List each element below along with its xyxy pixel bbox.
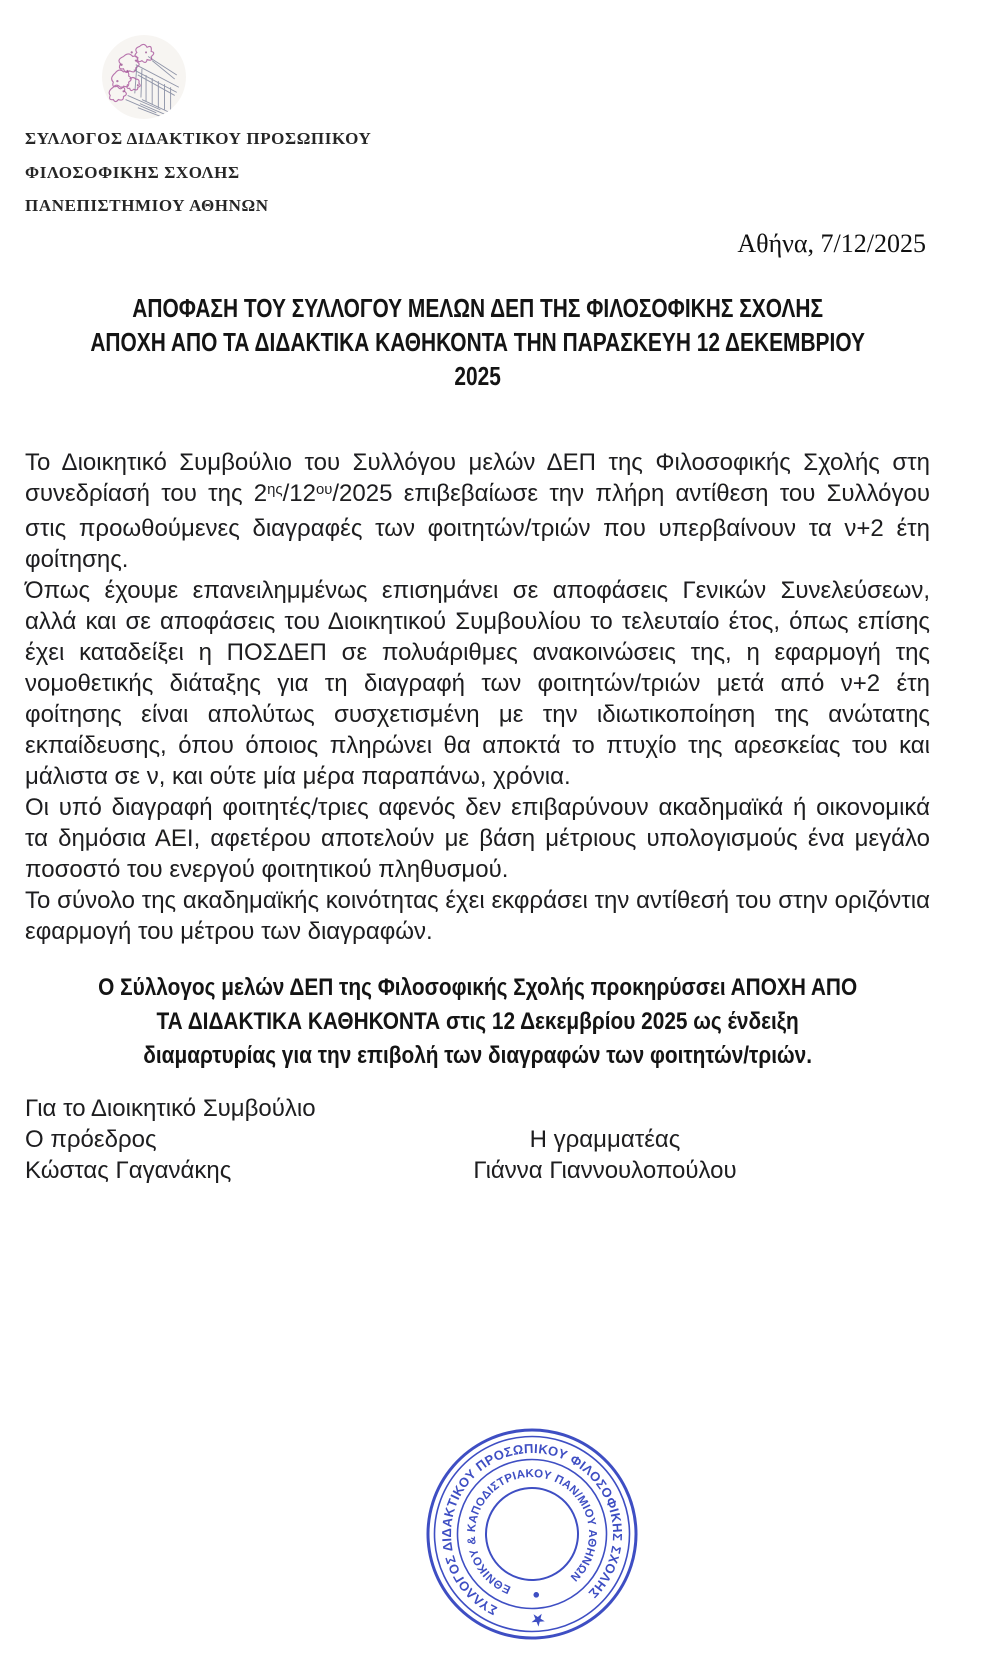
paragraph-decision: Το Διοικητικό Συμβούλιο του Συλλόγου μελών ΔΕΠ της Φιλοσοφικής Σχολής στη συνεδρίασή του της $2^{\eta\varsigma}/12^{o\upsilon}/2025$ επιβεβαίωσε την πλήρη αντίθεση του Συλλόγου στις προωθούμενες διαγραφές των φοιτητών/τριών που υπερβαίνουν τα ν+2 έτη φοίτησης. <box>25 449 930 573</box>
signature-president <box>25 1124 455 1186</box>
document-body <box>25 292 930 1186</box>
stamp-inner-text: ΕΘΝΙΚΟΥ & ΚΑΠΟΔΙΣΤΡΙΑΚΟΥ ΠΑΝ/ΜΙΟΥ ΑΘΗΝΩΝ <box>465 1467 599 1596</box>
signature-secretary <box>455 1124 755 1186</box>
president-name: Κώστας Γαγανάκης <box>25 1157 232 1184</box>
secretary-name: Γιάννα Γιαννουλοπούλου <box>473 1157 737 1184</box>
secretary-role: Η γραμματέας <box>529 1126 681 1153</box>
signature-block <box>25 1093 930 1186</box>
stamp-outer-text: ΣΥΛΛΟΓΟΣ ΔΙΔΑΚΤΙΚΟΥ ΠΡΟΣΩΠΙΚΟΥ ΦΙΛΟΣΟΦΙΚΗΣ ΣΧΟΛΗΣ <box>438 1440 626 1619</box>
university-logo-icon <box>101 34 187 120</box>
document-title: ΑΠΟΦΑΣΗ ΤΟΥ ΣΥΛΛΟΓΟΥ ΜΕΛΩΝ ΔΕΠ ΤΗΣ ΦΙΛΟΣΟΦΙΚΗΣ ΣΧΟΛΗΣ ΑΠΟΧΗ ΑΠΟ ΤΑ ΔΙΔΑΚΤΙΚΑ ΚΑΘΗΚΟΝΤΑ ΤΗΝ ΠΑΡΑΣΚΕΥΗ 12 ΔΕΚΕΜΒΡΙΟΥ 2025 <box>90 295 865 391</box>
organization-name: ΣΥΛΛΟΓΟΣ ΔΙΔΑΚΤΙΚΟΥ ΠΡΟΣΩΠΙΚΟΥ ΦΙΛΟΣΟΦΙΚΗΣ ΣΧΟΛΗΣ ΠΑΝΕΠΙΣΤΗΜΙΟΥ ΑΘΗΝΩΝ <box>25 129 372 215</box>
president-role: Ο πρόεδρος <box>25 1126 157 1153</box>
official-round-stamp <box>415 1417 650 1652</box>
resolution-statement: Ο Σύλλογος μελών ΔΕΠ της Φιλοσοφικής Σχολής προκηρύσσει ΑΠΟΧΗ ΑΠΟ ΤΑ ΔΙΔΑΚΤΙΚΑ ΚΑΘΗΚΟΝΤΑ στις 12 Δεκεμβρίου 2025 ως ένδειξη διαμαρτυρίας για την επιβολή των διαγραφών των φοιτητών/τριών. <box>98 974 858 1069</box>
paragraph-rationale: Όπως έχουμε επανειλημμένως επισημάνει σε αποφάσεις Γενικών Συνελεύσεων, αλλά και σε αποφάσεις του Διοικητικού Συμβουλίου το τελευταίο έτος, όπως επίσης έχει καταδείξει η ΠΟΣΔΕΠ σε πολυάριθμες ανακοινώσεις της, η εφαρμογή της νομοθετικής διάταξης για τη διαγραφή των φοιτητών/τριών μετά από ν+2 έτη φοίτησης είναι απολύτως συσχετισμένη με την ιδιωτικοποίηση της ανώτατης εκπαίδευσης, όπου όποιος πληρώνει θα αποκτά το πτυχίο της αρεσκείας του και μάλιστα σε ν, και ούτε μία μέρα παραπάνω, χρόνια. <box>25 577 930 790</box>
dateline: Αθήνα, 7/12/2025 <box>737 229 926 258</box>
paragraph-students-impact: Οι υπό διαγραφή φοιτητές/τριες αφενός δεν επιβαρύνουν ακαδημαϊκά ή οικονομικά τα δημόσια ΑΕΙ, αφετέρου αποτελούν με βάση μέτριους υπολογισμούς ένα μεγάλο ποσοστό του ενεργού φοιτητικού πληθυσμού. <box>25 794 930 883</box>
stamp-dot-separator <box>533 1592 539 1598</box>
signature-board-line: Για το Διοικητικό Συμβούλιο <box>25 1095 316 1122</box>
stamp-star-icon: ★ <box>530 1610 546 1629</box>
paragraph-community-opposition: Το σύνολο της ακαδημαϊκής κοινότητας έχει εκφράσει την αντίθεσή του στην οριζόντια εφαρμογή του μέτρου των διαγραφών. <box>25 887 930 945</box>
